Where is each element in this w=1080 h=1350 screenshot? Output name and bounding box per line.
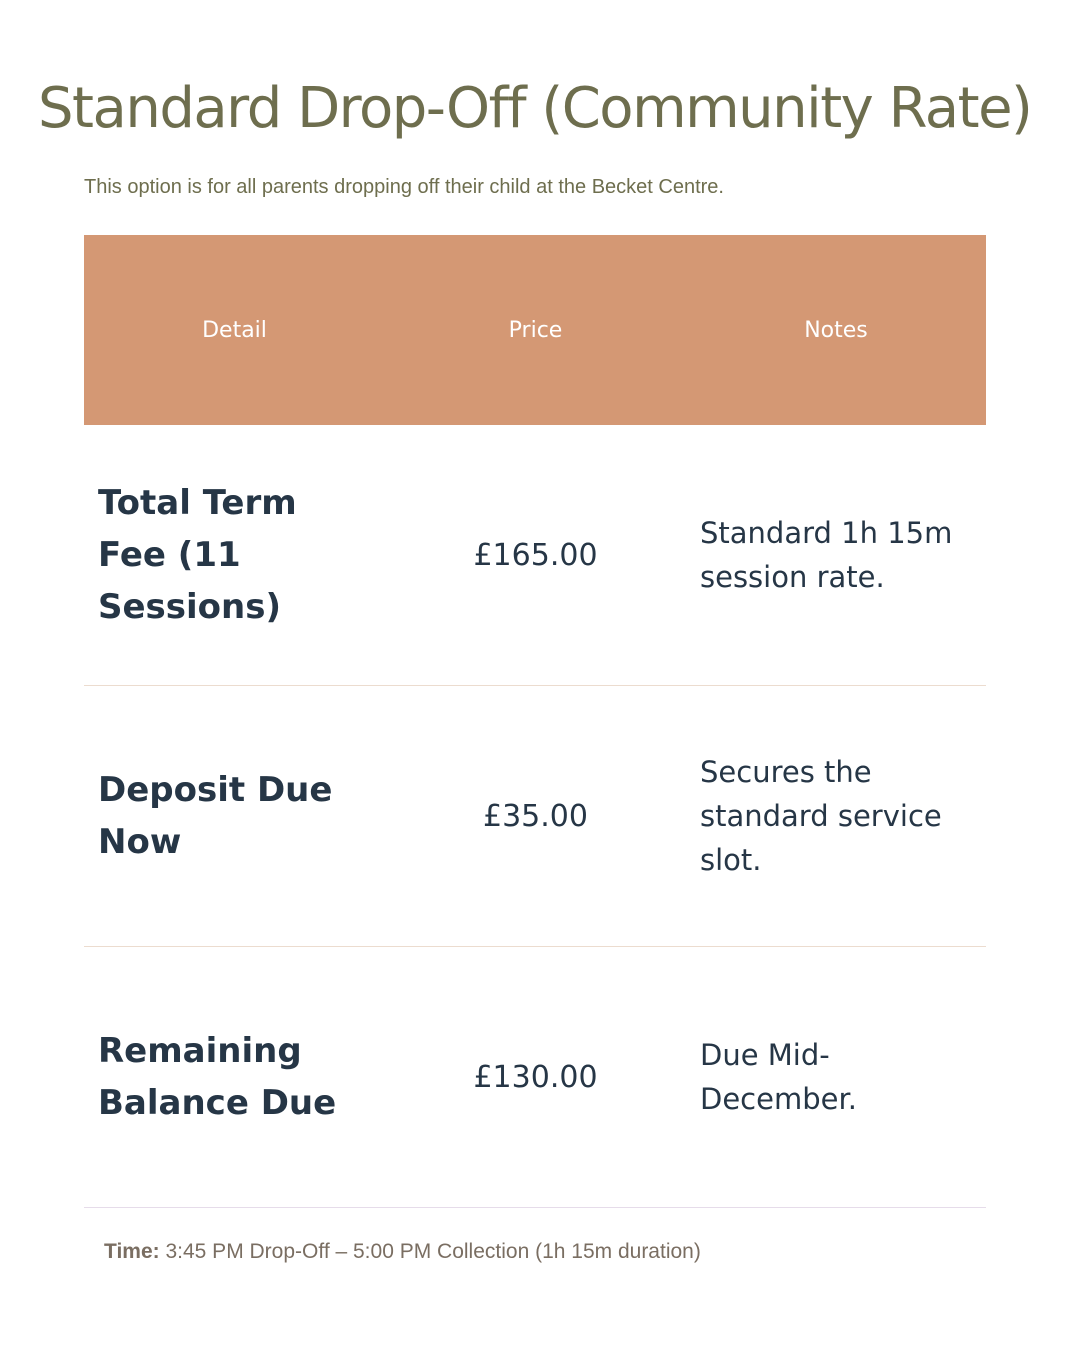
column-header-detail: Detail (202, 317, 267, 343)
page-title: Standard Drop-Off (Community Rate) (38, 76, 1032, 141)
table-row (84, 947, 986, 1208)
time-text: 3:45 PM Drop-Off – 5:00 PM Collection (1h 15m duration) (159, 1240, 701, 1263)
table-row (84, 425, 986, 686)
row-notes: Due Mid-December. (700, 1038, 857, 1116)
pricing-table (84, 235, 986, 1208)
page-subtitle: This option is for all parents dropping off their child at the Becket Centre. (84, 176, 724, 198)
table-header (84, 235, 986, 425)
row-price: £130.00 (473, 1059, 598, 1095)
row-detail: Deposit Due Now (98, 770, 333, 862)
time-info (104, 1240, 701, 1264)
row-notes: Standard 1h 15m session rate. (700, 516, 953, 594)
time-label: Time: (104, 1240, 160, 1263)
row-price: £165.00 (473, 537, 598, 573)
row-detail: Remaining Balance Due (98, 1031, 337, 1123)
column-header-notes: Notes (804, 317, 868, 343)
row-notes: Secures the standard service slot. (700, 755, 942, 877)
row-detail: Total Term Fee (11 Sessions) (98, 483, 297, 627)
column-header-price: Price (508, 317, 563, 343)
table-row (84, 686, 986, 947)
row-price: £35.00 (483, 798, 588, 834)
